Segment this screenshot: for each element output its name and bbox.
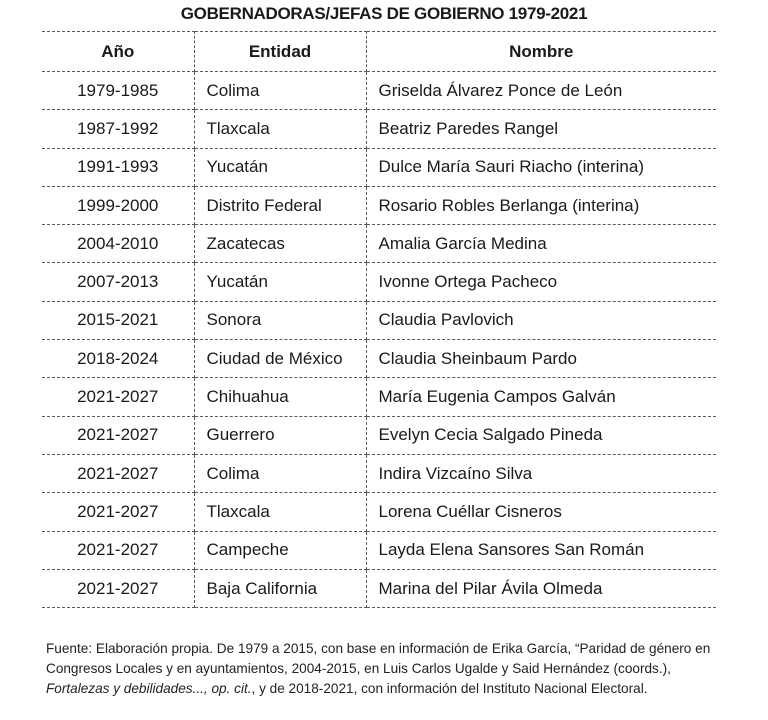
table-body <box>42 72 716 608</box>
cell-year: 2021-2027 <box>42 531 194 569</box>
source-note <box>46 639 736 699</box>
cell-name: Rosario Robles Berlanga (interina) <box>366 186 716 224</box>
cell-entity: Ciudad de México <box>194 340 366 378</box>
cell-entity: Yucatán <box>194 263 366 301</box>
table-row <box>42 186 716 224</box>
governors-table <box>42 31 716 608</box>
cell-name: Beatriz Paredes Rangel <box>366 110 716 148</box>
cell-year: 2018-2024 <box>42 340 194 378</box>
source-text: Fuente: Elaboración propia. De 1979 a 2015, con base en información de Erika García, “Paridad de género en Congresos Locales y en ayuntamientos, 2004-2015, en Luis Carlos Ugalde y Said Hernández (coords.), <box>46 641 711 676</box>
cell-year: 2007-2013 <box>42 263 194 301</box>
cell-year: 1979-1985 <box>42 72 194 110</box>
cell-year: 2021-2027 <box>42 454 194 492</box>
table-row <box>42 110 716 148</box>
cell-entity: Campeche <box>194 531 366 569</box>
table-row <box>42 569 716 607</box>
table-row <box>42 148 716 186</box>
table-row <box>42 225 716 263</box>
column-header-year: Año <box>42 32 194 72</box>
table-row <box>42 340 716 378</box>
cell-entity: Baja California <box>194 569 366 607</box>
source-italic-text: Fortalezas y debilidades..., op. cit. <box>46 681 252 696</box>
cell-year: 1999-2000 <box>42 186 194 224</box>
cell-entity: Chihuahua <box>194 378 366 416</box>
cell-entity: Tlaxcala <box>194 493 366 531</box>
cell-name: Ivonne Ortega Pacheco <box>366 263 716 301</box>
cell-year: 1987-1992 <box>42 110 194 148</box>
cell-year: 2015-2021 <box>42 301 194 339</box>
cell-year: 2021-2027 <box>42 416 194 454</box>
cell-name: Griselda Álvarez Ponce de León <box>366 72 716 110</box>
cell-name: Claudia Pavlovich <box>366 301 716 339</box>
table-row <box>42 72 716 110</box>
column-header-entity: Entidad <box>194 32 366 72</box>
cell-name: Marina del Pilar Ávila Olmeda <box>366 569 716 607</box>
cell-name: Evelyn Cecia Salgado Pineda <box>366 416 716 454</box>
cell-name: Layda Elena Sansores San Román <box>366 531 716 569</box>
table-row <box>42 531 716 569</box>
source-text-end: , y de 2018-2021, con información del Instituto Nacional Electoral. <box>251 681 648 696</box>
table-row <box>42 493 716 531</box>
cell-entity: Colima <box>194 72 366 110</box>
table-row <box>42 416 716 454</box>
cell-entity: Yucatán <box>194 148 366 186</box>
cell-entity: Sonora <box>194 301 366 339</box>
cell-year: 1991-1993 <box>42 148 194 186</box>
cell-entity: Distrito Federal <box>194 186 366 224</box>
cell-year: 2004-2010 <box>42 225 194 263</box>
page-title: GOBERNADORAS/JEFAS DE GOBIERNO 1979-2021 <box>180 4 588 23</box>
cell-name: Dulce María Sauri Riacho (interina) <box>366 148 716 186</box>
cell-name: Indira Vizcaíno Silva <box>366 454 716 492</box>
table-row <box>42 263 716 301</box>
cell-year: 2021-2027 <box>42 378 194 416</box>
cell-name: María Eugenia Campos Galván <box>366 378 716 416</box>
table-row <box>42 378 716 416</box>
table-row <box>42 301 716 339</box>
column-header-name: Nombre <box>366 32 716 72</box>
cell-year: 2021-2027 <box>42 569 194 607</box>
cell-year: 2021-2027 <box>42 493 194 531</box>
cell-name: Claudia Sheinbaum Pardo <box>366 340 716 378</box>
cell-entity: Guerrero <box>194 416 366 454</box>
cell-name: Lorena Cuéllar Cisneros <box>366 493 716 531</box>
table-header-row <box>42 32 716 72</box>
cell-entity: Zacatecas <box>194 225 366 263</box>
cell-entity: Colima <box>194 454 366 492</box>
cell-name: Amalia García Medina <box>366 225 716 263</box>
cell-entity: Tlaxcala <box>194 110 366 148</box>
table-row <box>42 454 716 492</box>
